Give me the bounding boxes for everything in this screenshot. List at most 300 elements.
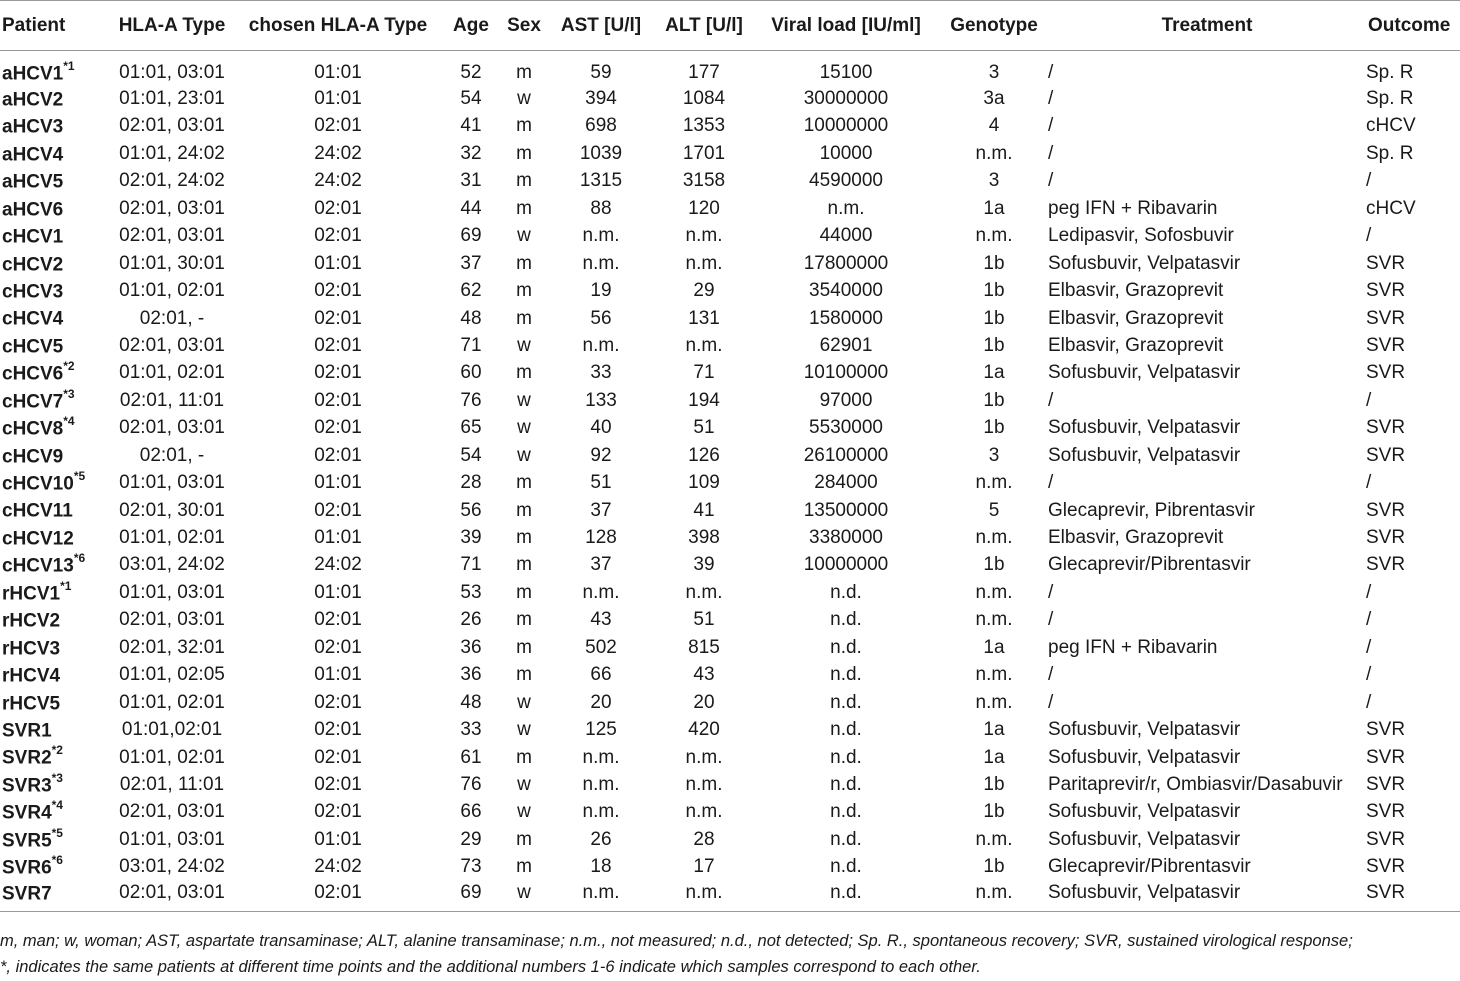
patient-sample-marker: *3 bbox=[63, 386, 75, 401]
table-row bbox=[0, 716, 1460, 743]
cell-sex: m bbox=[516, 307, 532, 329]
cell-viral-load: 26100000 bbox=[803, 444, 889, 466]
cell-ast: n.m. bbox=[582, 773, 620, 795]
cell-age: 33 bbox=[460, 719, 482, 741]
cell-outcome: / bbox=[1366, 225, 1372, 247]
cell-age: 69 bbox=[440, 881, 502, 912]
cell-sex: m bbox=[516, 527, 532, 549]
cell-viral-load: 10000 bbox=[819, 142, 873, 164]
patient-id: aHCV1 bbox=[2, 63, 64, 85]
cell-ast: 88 bbox=[590, 197, 612, 219]
cell-age: 48 bbox=[460, 691, 482, 713]
cell-patient bbox=[0, 113, 108, 140]
cell-patient bbox=[0, 826, 108, 853]
cell-treatment: / bbox=[1048, 62, 1054, 84]
cell-genotype: 1a bbox=[983, 197, 1005, 219]
cell-alt: 109 bbox=[688, 472, 720, 494]
cell-chosen-hla-type: 01:01 bbox=[314, 581, 362, 603]
cell-viral-load: 10000000 bbox=[803, 554, 889, 576]
cell-patient bbox=[0, 51, 108, 86]
cell-treatment: Glecaprevir/Pibrentasvir bbox=[1048, 554, 1251, 576]
cell-alt: 420 bbox=[688, 719, 720, 741]
cell-genotype: n.m. bbox=[975, 609, 1013, 631]
cell-chosen-hla-type: 01:01 bbox=[314, 527, 362, 549]
cell-hla-type: 03:01, 24:02 bbox=[119, 856, 225, 878]
table-row bbox=[0, 305, 1460, 332]
cell-genotype: n.m. bbox=[975, 581, 1013, 603]
table-row bbox=[0, 168, 1460, 195]
cell-ast: n.m. bbox=[546, 881, 656, 912]
cell-ast: 37 bbox=[590, 554, 612, 576]
cell-sex: w bbox=[517, 334, 531, 356]
cell-age: 36 bbox=[460, 636, 482, 658]
patient-id: SVR3 bbox=[2, 775, 52, 797]
cell-genotype: 3 bbox=[988, 170, 1000, 192]
cell-genotype: 3a bbox=[983, 88, 1005, 110]
cell-alt: 1353 bbox=[682, 115, 726, 137]
cell-age: 44 bbox=[460, 197, 482, 219]
cell-sex: w bbox=[502, 881, 546, 912]
table-row bbox=[0, 607, 1460, 634]
cell-patient bbox=[0, 497, 108, 524]
cell-patient bbox=[0, 634, 108, 661]
cell-hla-type: 03:01, 24:02 bbox=[119, 554, 225, 576]
cell-treatment: Elbasvir, Grazoprevit bbox=[1048, 334, 1224, 356]
cell-outcome: SVR bbox=[1366, 334, 1406, 356]
cell-alt: n.m. bbox=[685, 334, 723, 356]
cell-genotype: 1b bbox=[983, 417, 1005, 439]
cell-age: 71 bbox=[460, 334, 482, 356]
cell-alt: n.m. bbox=[685, 801, 723, 823]
cell-outcome: SVR bbox=[1366, 881, 1460, 912]
cell-outcome: cHCV bbox=[1366, 115, 1416, 137]
cell-hla-type: 01:01, 03:01 bbox=[119, 828, 225, 850]
cell-treatment: Sofusbuvir, Velpatasvir bbox=[1048, 746, 1241, 768]
cell-chosen-hla-type: 01:01 bbox=[314, 88, 362, 110]
patient-id: cHCV12 bbox=[2, 528, 74, 550]
cell-alt: 194 bbox=[688, 389, 720, 411]
cell-outcome: / bbox=[1366, 581, 1372, 603]
table-row bbox=[0, 524, 1460, 551]
cell-sex: w bbox=[517, 691, 531, 713]
cell-treatment: Ledipasvir, Sofosbuvir bbox=[1048, 225, 1234, 247]
table-row bbox=[0, 140, 1460, 167]
cell-genotype: 5 bbox=[988, 499, 1000, 521]
cell-outcome: / bbox=[1366, 472, 1372, 494]
header-treatment: Treatment bbox=[1048, 1, 1366, 51]
cell-sex: w bbox=[517, 88, 531, 110]
cell-genotype: n.m. bbox=[975, 828, 1013, 850]
table-row bbox=[0, 442, 1460, 469]
cell-alt: 815 bbox=[688, 636, 720, 658]
cell-age: 41 bbox=[460, 115, 482, 137]
cell-patient bbox=[0, 250, 108, 277]
cell-age: 54 bbox=[460, 444, 482, 466]
cell-patient bbox=[0, 469, 108, 496]
cell-treatment: Sofusbuvir, Velpatasvir bbox=[1048, 719, 1241, 741]
cell-alt: 20 bbox=[693, 691, 715, 713]
table-row bbox=[0, 662, 1460, 689]
cell-hla-type: 01:01, 03:01 bbox=[119, 472, 225, 494]
cell-chosen-hla-type: 02:01 bbox=[314, 773, 362, 795]
cell-viral-load: n.d. bbox=[830, 691, 862, 713]
cell-ast: 66 bbox=[590, 664, 612, 686]
patient-id: rHCV4 bbox=[2, 665, 61, 687]
header-sex: Sex bbox=[502, 1, 546, 51]
cell-chosen-hla-type: 02:01 bbox=[314, 334, 362, 356]
cell-age: 62 bbox=[460, 280, 482, 302]
cell-age: 61 bbox=[460, 746, 482, 768]
cell-hla-type: 02:01, 03:01 bbox=[119, 609, 225, 631]
cell-outcome: SVR bbox=[1366, 280, 1406, 302]
cell-age: 65 bbox=[460, 417, 482, 439]
cell-treatment: Sofusbuvir, Velpatasvir bbox=[1048, 417, 1241, 439]
patient-id: rHCV1 bbox=[2, 583, 61, 605]
cell-hla-type: 01:01, 02:01 bbox=[119, 746, 225, 768]
cell-chosen-hla-type: 02:01 bbox=[314, 691, 362, 713]
table-row bbox=[0, 195, 1460, 222]
cell-outcome: SVR bbox=[1366, 444, 1406, 466]
cell-hla-type: 02:01, 03:01 bbox=[119, 197, 225, 219]
cell-viral-load: 3540000 bbox=[809, 280, 883, 302]
cell-patient bbox=[0, 662, 108, 689]
patient-sample-marker: *2 bbox=[63, 359, 75, 374]
cell-treatment: Elbasvir, Grazoprevit bbox=[1048, 280, 1224, 302]
cell-sex: m bbox=[516, 362, 532, 384]
cell-outcome: SVR bbox=[1366, 856, 1406, 878]
cell-viral-load: 3380000 bbox=[809, 527, 883, 549]
cell-chosen-hla-type: 02:01 bbox=[236, 881, 440, 912]
cell-viral-load: n.d. bbox=[830, 773, 862, 795]
table-row bbox=[0, 223, 1460, 250]
cell-sex: m bbox=[516, 828, 532, 850]
cell-alt: 39 bbox=[693, 554, 715, 576]
cell-chosen-hla-type: 24:02 bbox=[314, 142, 362, 164]
patient-id: cHCV1 bbox=[2, 226, 64, 248]
cell-outcome: / bbox=[1366, 691, 1372, 713]
cell-viral-load: n.d. bbox=[830, 746, 862, 768]
cell-alt: 131 bbox=[688, 307, 720, 329]
cell-chosen-hla-type: 01:01 bbox=[314, 664, 362, 686]
table-row bbox=[0, 415, 1460, 442]
cell-age: 39 bbox=[460, 527, 482, 549]
cell-viral-load: n.d. bbox=[830, 719, 862, 741]
patient-id: cHCV3 bbox=[2, 281, 64, 303]
cell-chosen-hla-type: 02:01 bbox=[314, 417, 362, 439]
cell-outcome: SVR bbox=[1366, 307, 1406, 329]
cell-patient bbox=[0, 168, 108, 195]
patient-id: cHCV2 bbox=[2, 253, 64, 275]
cell-alt: 3158 bbox=[682, 170, 726, 192]
cell-hla-type: 02:01, 11:01 bbox=[119, 389, 225, 411]
cell-hla-type: 01:01, 24:02 bbox=[119, 142, 225, 164]
cell-chosen-hla-type: 02:01 bbox=[314, 609, 362, 631]
patient-id: aHCV3 bbox=[2, 116, 64, 138]
cell-age: 71 bbox=[460, 554, 482, 576]
cell-chosen-hla-type: 02:01 bbox=[314, 362, 362, 384]
cell-hla-type: 01:01, 30:01 bbox=[119, 252, 225, 274]
cell-age: 66 bbox=[460, 801, 482, 823]
patient-id: aHCV2 bbox=[2, 89, 64, 111]
cell-outcome: SVR bbox=[1366, 554, 1406, 576]
cell-genotype: 1b bbox=[983, 307, 1005, 329]
cell-outcome: / bbox=[1366, 170, 1372, 192]
header-age: Age bbox=[440, 1, 502, 51]
patient-id: aHCV4 bbox=[2, 144, 64, 166]
cell-viral-load: n.d. bbox=[830, 581, 862, 603]
table-row bbox=[0, 85, 1460, 112]
cell-alt: 17 bbox=[693, 856, 715, 878]
cell-sex: m bbox=[516, 472, 532, 494]
cell-alt: 177 bbox=[688, 62, 720, 84]
cell-outcome: SVR bbox=[1366, 773, 1406, 795]
cell-genotype: 1b bbox=[983, 856, 1005, 878]
cell-viral-load: n.d. bbox=[830, 664, 862, 686]
cell-sex: m bbox=[516, 252, 532, 274]
cell-chosen-hla-type: 02:01 bbox=[314, 444, 362, 466]
cell-outcome: SVR bbox=[1366, 828, 1406, 850]
cell-hla-type: 02:01, - bbox=[139, 444, 205, 466]
cell-chosen-hla-type: 24:02 bbox=[314, 170, 362, 192]
patient-id: cHCV6 bbox=[2, 363, 64, 385]
cell-hla-type: 01:01, 02:01 bbox=[119, 691, 225, 713]
cell-treatment: Elbasvir, Grazoprevit bbox=[1048, 527, 1224, 549]
cell-patient bbox=[0, 689, 108, 716]
cell-ast: 18 bbox=[590, 856, 612, 878]
cell-age: 76 bbox=[460, 389, 482, 411]
cell-genotype: n.m. bbox=[975, 691, 1013, 713]
cell-treatment: Glecaprevir, Pibrentasvir bbox=[1048, 499, 1255, 521]
cell-patient bbox=[0, 195, 108, 222]
cell-viral-load: 44000 bbox=[819, 225, 873, 247]
cell-chosen-hla-type: 02:01 bbox=[314, 307, 362, 329]
patient-sample-marker: *6 bbox=[51, 853, 63, 868]
patient-id: cHCV4 bbox=[2, 308, 64, 330]
cell-age: 37 bbox=[460, 252, 482, 274]
cell-chosen-hla-type: 02:01 bbox=[314, 280, 362, 302]
cell-sex: m bbox=[516, 197, 532, 219]
cell-chosen-hla-type: 01:01 bbox=[314, 828, 362, 850]
cell-patient bbox=[0, 277, 108, 304]
table-row bbox=[0, 277, 1460, 304]
cell-alt: n.m. bbox=[685, 252, 723, 274]
header-viral-load: Viral load [IU/ml] bbox=[752, 1, 940, 51]
cell-treatment: / bbox=[1048, 609, 1054, 631]
cell-chosen-hla-type: 02:01 bbox=[314, 801, 362, 823]
patient-id: SVR5 bbox=[2, 830, 52, 852]
cell-patient bbox=[0, 332, 108, 359]
cell-ast: 40 bbox=[590, 417, 612, 439]
header-row bbox=[0, 1, 1460, 51]
patient-sample-marker: *4 bbox=[51, 798, 63, 813]
cell-viral-load: 1580000 bbox=[809, 307, 883, 329]
cell-alt: 1084 bbox=[682, 88, 726, 110]
cell-viral-load: 10100000 bbox=[803, 362, 889, 384]
cell-ast: 92 bbox=[590, 444, 612, 466]
cell-age: 26 bbox=[460, 609, 482, 631]
patient-id: cHCV5 bbox=[2, 336, 64, 358]
patient-id: aHCV5 bbox=[2, 171, 64, 193]
cell-ast: n.m. bbox=[582, 252, 620, 274]
patient-id: SVR1 bbox=[2, 720, 52, 742]
footnote-line-2: *, indicates the same patients at different time points and the additional numbers 1-6 indicate which samples correspond to each other. bbox=[0, 958, 981, 976]
cell-treatment: Sofusbuvir, Velpatasvir bbox=[1048, 801, 1241, 823]
cell-genotype: 1a bbox=[983, 362, 1005, 384]
cell-treatment: Sofusbuvir, Velpatasvir bbox=[1048, 444, 1241, 466]
cell-alt: 29 bbox=[693, 280, 715, 302]
cell-chosen-hla-type: 02:01 bbox=[314, 225, 362, 247]
cell-sex: m bbox=[516, 62, 532, 84]
cell-genotype: 1b bbox=[983, 252, 1005, 274]
cell-outcome: Sp. R bbox=[1366, 62, 1414, 84]
cell-age: 69 bbox=[460, 225, 482, 247]
cell-hla-type: 02:01, 32:01 bbox=[119, 636, 225, 658]
cell-age: 52 bbox=[460, 62, 482, 84]
cell-chosen-hla-type: 24:02 bbox=[314, 554, 362, 576]
cell-sex: m bbox=[516, 554, 532, 576]
cell-alt: 71 bbox=[693, 362, 715, 384]
table-header bbox=[0, 1, 1460, 51]
cell-genotype: 1b bbox=[983, 389, 1005, 411]
table-row bbox=[0, 113, 1460, 140]
cell-ast: 56 bbox=[590, 307, 612, 329]
cell-outcome: cHCV bbox=[1366, 197, 1416, 219]
cell-viral-load: n.m. bbox=[827, 197, 865, 219]
cell-patient bbox=[0, 607, 108, 634]
cell-genotype: 1b bbox=[983, 554, 1005, 576]
cell-chosen-hla-type: 02:01 bbox=[314, 636, 362, 658]
cell-sex: m bbox=[516, 499, 532, 521]
patient-sample-marker: *5 bbox=[73, 469, 86, 483]
cell-genotype: 1b bbox=[983, 773, 1005, 795]
table-row bbox=[0, 552, 1460, 579]
cell-ast: 37 bbox=[590, 499, 612, 521]
cell-chosen-hla-type: 02:01 bbox=[314, 389, 362, 411]
cell-genotype: 1a bbox=[983, 746, 1005, 768]
cell-treatment: / bbox=[1048, 170, 1054, 192]
cell-genotype: n.m. bbox=[975, 142, 1013, 164]
cell-alt: 28 bbox=[693, 828, 715, 850]
cell-genotype: 3 bbox=[988, 62, 1000, 84]
cell-genotype: 1b bbox=[983, 280, 1005, 302]
cell-genotype: n.m. bbox=[940, 881, 1048, 912]
cell-viral-load: 62901 bbox=[819, 334, 873, 356]
patient-id: rHCV5 bbox=[2, 692, 61, 714]
cell-genotype: n.m. bbox=[975, 472, 1013, 494]
cell-alt: 398 bbox=[688, 527, 720, 549]
cell-hla-type: 02:01, 03:01 bbox=[119, 801, 225, 823]
cell-viral-load: n.d. bbox=[830, 636, 862, 658]
cell-ast: n.m. bbox=[582, 801, 620, 823]
patient-id: cHCV8 bbox=[2, 418, 64, 440]
cell-hla-type: 01:01,02:01 bbox=[121, 719, 223, 741]
table-body bbox=[0, 51, 1460, 912]
cell-ast: 502 bbox=[585, 636, 617, 658]
cell-hla-type: 02:01, 30:01 bbox=[119, 499, 225, 521]
cell-chosen-hla-type: 01:01 bbox=[314, 252, 362, 274]
cell-chosen-hla-type: 02:01 bbox=[314, 499, 362, 521]
cell-ast: 43 bbox=[590, 609, 612, 631]
cell-genotype: 1a bbox=[983, 719, 1005, 741]
cell-outcome: SVR bbox=[1366, 719, 1406, 741]
cell-chosen-hla-type: 02:01 bbox=[314, 115, 362, 137]
cell-hla-type: 01:01, 02:01 bbox=[119, 527, 225, 549]
cell-treatment: / bbox=[1048, 664, 1054, 686]
cell-hla-type: 02:01, 03:01 bbox=[119, 225, 225, 247]
patient-id: rHCV2 bbox=[2, 610, 61, 632]
header-outcome: Outcome bbox=[1366, 1, 1460, 51]
table-row bbox=[0, 360, 1460, 387]
patient-sample-marker: *2 bbox=[51, 743, 63, 758]
cell-genotype: 1b bbox=[983, 334, 1005, 356]
cell-hla-type: 01:01, 03:01 bbox=[119, 581, 225, 603]
cell-ast: 20 bbox=[590, 691, 612, 713]
cell-sex: w bbox=[517, 225, 531, 247]
cell-treatment: Elbasvir, Grazoprevit bbox=[1048, 307, 1224, 329]
table-row bbox=[0, 799, 1460, 826]
cell-ast: 394 bbox=[585, 88, 617, 110]
cell-outcome: / bbox=[1366, 389, 1372, 411]
cell-treatment: / bbox=[1048, 88, 1054, 110]
cell-patient bbox=[0, 387, 108, 414]
cell-viral-load: 13500000 bbox=[803, 499, 889, 521]
cell-ast: n.m. bbox=[582, 334, 620, 356]
cell-outcome: / bbox=[1366, 609, 1372, 631]
cell-treatment: / bbox=[1048, 389, 1054, 411]
patient-sample-marker: *5 bbox=[51, 825, 63, 840]
cell-genotype: 4 bbox=[988, 115, 1000, 137]
cell-alt: n.m. bbox=[685, 773, 723, 795]
cell-outcome: SVR bbox=[1366, 746, 1406, 768]
patient-sample-marker: *4 bbox=[63, 414, 75, 429]
cell-genotype: 1b bbox=[983, 801, 1005, 823]
table-row bbox=[0, 744, 1460, 771]
cell-treatment: / bbox=[1048, 142, 1054, 164]
cell-patient bbox=[0, 223, 108, 250]
cell-ast: 59 bbox=[590, 62, 612, 84]
cell-ast: 1315 bbox=[579, 170, 623, 192]
cell-alt: 43 bbox=[693, 664, 715, 686]
cell-alt: 1701 bbox=[682, 142, 726, 164]
cell-outcome: SVR bbox=[1366, 527, 1406, 549]
patient-id: cHCV7 bbox=[2, 391, 64, 413]
cell-hla-type: 02:01, - bbox=[139, 307, 205, 329]
cell-age: 54 bbox=[460, 88, 482, 110]
patient-id: cHCV11 bbox=[2, 500, 73, 522]
footnote-line-1: m, man; w, woman; AST, aspartate transaminase; ALT, alanine transaminase; n.m., not measured; n.d., not detected; Sp. R., spontaneous recovery; SVR, sustained virological response; bbox=[0, 932, 1353, 950]
table-row bbox=[0, 332, 1460, 359]
cell-sex: m bbox=[516, 115, 532, 137]
cell-ast: 33 bbox=[590, 362, 612, 384]
cell-sex: m bbox=[516, 581, 532, 603]
cell-treatment: peg IFN + Ribavarin bbox=[1048, 197, 1218, 219]
cell-ast: 19 bbox=[590, 280, 612, 302]
cell-treatment: Sofusbuvir, Velpatasvir bbox=[1048, 362, 1241, 384]
cell-age: 31 bbox=[460, 170, 482, 192]
patient-id: SVR2 bbox=[2, 747, 52, 769]
cell-ast: 698 bbox=[585, 115, 617, 137]
table-row bbox=[0, 881, 1460, 912]
table-row bbox=[0, 689, 1460, 716]
cell-chosen-hla-type: 24:02 bbox=[314, 856, 362, 878]
cell-viral-load: 15100 bbox=[819, 62, 873, 84]
cell-alt: n.m. bbox=[685, 581, 723, 603]
cell-ast: 26 bbox=[590, 828, 612, 850]
cell-hla-type: 02:01, 03:01 bbox=[119, 334, 225, 356]
cell-patient bbox=[0, 442, 108, 469]
cell-outcome: / bbox=[1366, 636, 1372, 658]
cell-sex: m bbox=[516, 664, 532, 686]
